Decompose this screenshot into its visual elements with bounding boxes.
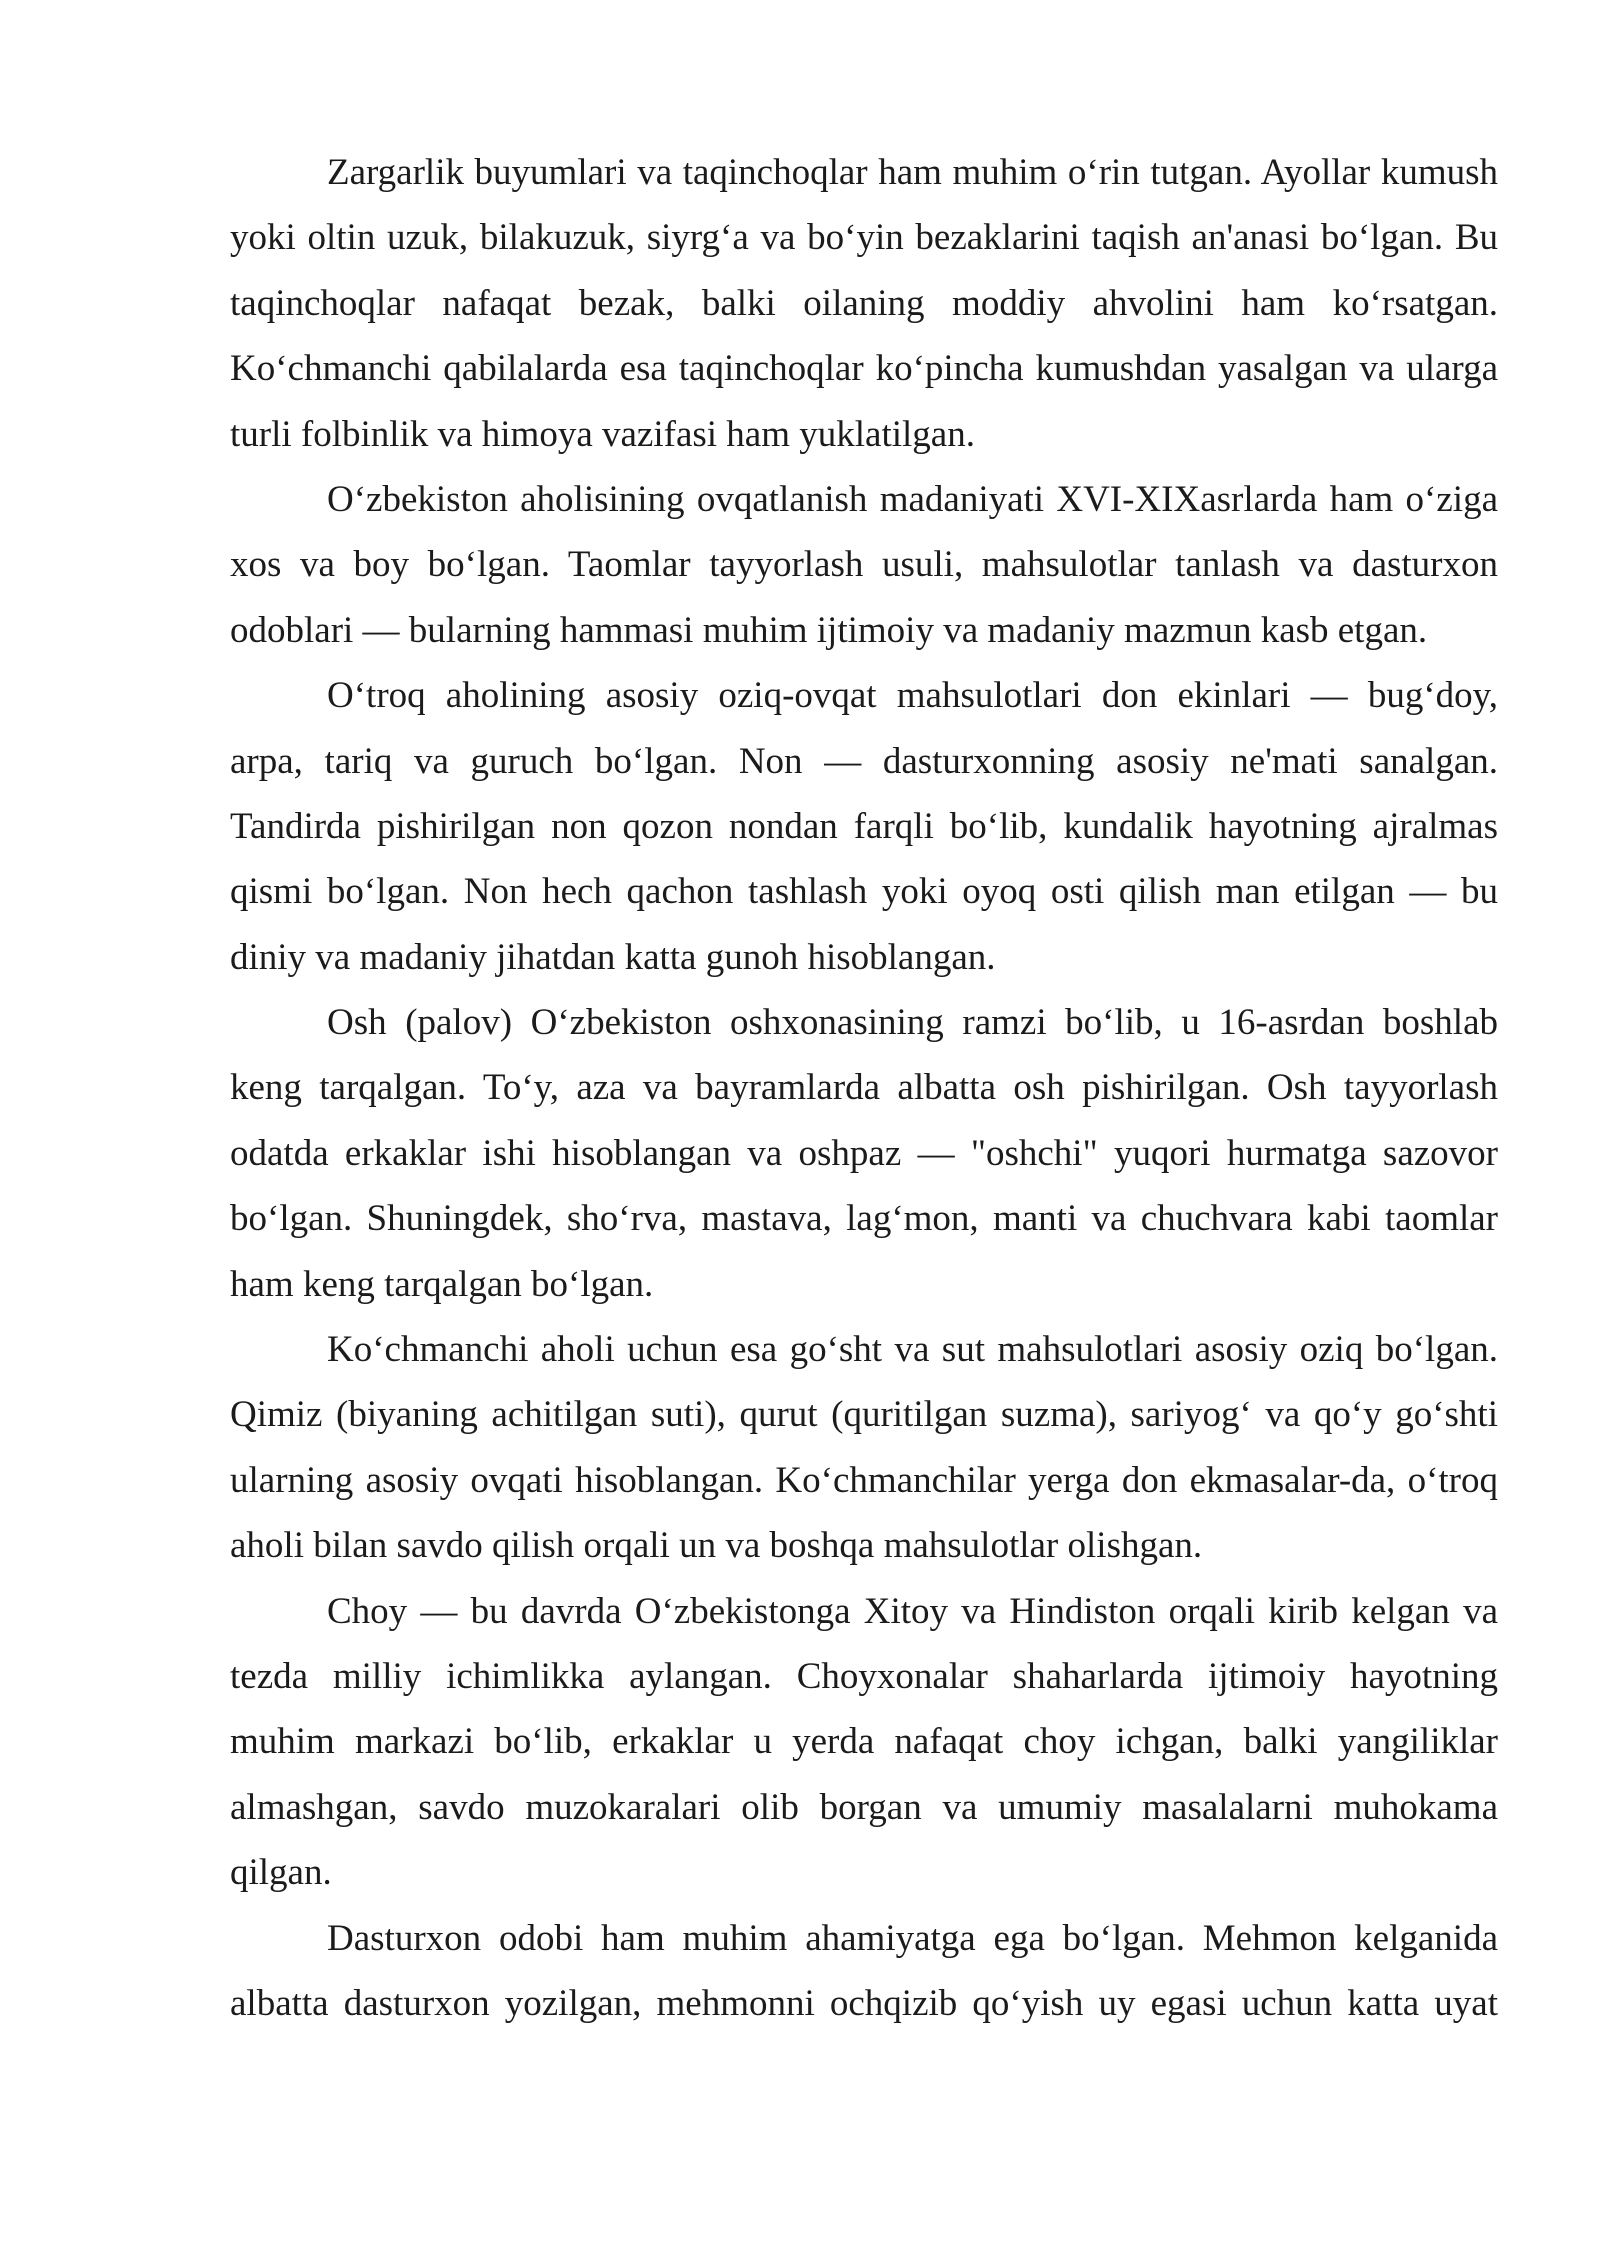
text-line: Ko‘chmanchi aholi uchun esa go‘sht va sut mahsulotlari asosiy oziq bo‘lgan.: [327, 1329, 1498, 1371]
text-line: O‘troq aholining asosiy oziq-ovqat mahsulotlari don ekinlari — bug‘doy,: [327, 675, 1498, 717]
text-line: tezda milliy ichimlikka aylangan. Choyxonalar shaharlarda ijtimoiy hayotning: [230, 1655, 1498, 1697]
text-line: albatta dasturxon yozilgan, mehmonni ochqizib qo‘yish uy egasi uchun katta uyat: [230, 1982, 1498, 2024]
paragraph: [230, 467, 1498, 663]
text-line: aholi bilan savdo qilish orqali un va boshqa mahsulotlar olishgan.: [230, 1525, 1203, 1567]
text-line: bo‘lgan. Shuningdek, sho‘rva, mastava, lag‘mon, manti va chuchvara kabi taomlar: [230, 1198, 1498, 1240]
text-line: yoki oltin uzuk, bilakuzuk, siyrg‘a va bo‘yin bezaklarini taqish an'anasi bo‘lgan. Bu: [230, 217, 1498, 259]
text-line: taqinchoqlar nafaqat bezak, balki oilaning moddiy ahvolini ham ko‘rsatgan.: [230, 282, 1498, 324]
text-line: muhim markazi bo‘lib, erkaklar u yerda nafaqat choy ichgan, balki yangiliklar: [230, 1721, 1498, 1763]
text-line: Zargarlik buyumlari va taqinchoqlar ham muhim o‘rin tutgan. Ayollar kumush: [327, 152, 1498, 193]
paragraph: [230, 1906, 1498, 2037]
paragraph: [230, 990, 1498, 1317]
text-line: qismi bo‘lgan. Non hech qachon tashlash yoki oyoq osti qilish man etilgan — bu: [230, 871, 1498, 913]
paragraph: [230, 1317, 1498, 1579]
text-line: xos va boy bo‘lgan. Taomlar tayyorlash usuli, mahsulotlar tanlash va dasturxon: [230, 544, 1498, 586]
text-line: Tandirda pishirilgan non qozon nondan farqli bo‘lib, kundalik hayotning ajralmas: [230, 805, 1498, 847]
text-line: O‘zbekiston aholisining ovqatlanish madaniyati XVI-XIXasrlarda ham o‘ziga: [327, 478, 1498, 520]
text-line: odatda erkaklar ishi hisoblangan va oshpaz — "oshchi" yuqori hurmatga sazovor: [230, 1132, 1498, 1174]
text-line: odoblari — bularning hammasi muhim ijtimoiy va madaniy mazmun kasb etgan.: [230, 609, 1428, 651]
text-line: diniy va madaniy jihatdan katta gunoh hisoblangan.: [230, 936, 996, 978]
paragraph: [230, 1579, 1498, 1906]
text-line: Dasturxon odobi ham muhim ahamiyatga ega bo‘lgan. Mehmon kelganida: [327, 1917, 1498, 1959]
text-line: arpa, tariq va guruch bo‘lgan. Non — dasturxonning asosiy ne'mati sanalgan.: [230, 740, 1498, 782]
text-line: Osh (palov) O‘zbekiston oshxonasining ramzi bo‘lib, u 16-asrdan boshlab: [327, 1002, 1498, 1044]
text-line: almashgan, savdo muzokaralari olib borgan va umumiy masalalarni muhokama: [230, 1786, 1498, 1828]
text-line: qilgan.: [230, 1852, 332, 1894]
paragraph: [230, 140, 1498, 467]
text-line: Ko‘chmanchi qabilalarda esa taqinchoqlar ko‘pincha kumushdan yasalgan va ularga: [230, 348, 1498, 390]
document-body: [230, 140, 1498, 2036]
text-line: ularning asosiy ovqati hisoblangan. Ko‘chmanchilar yerga don ekmasalar-da, o‘troq: [230, 1459, 1498, 1501]
text-line: Qimiz (biyaning achitilgan suti), qurut (quritilgan suzma), sariyog‘ va qo‘y go‘shti: [230, 1394, 1498, 1436]
paragraph: [230, 663, 1498, 990]
text-line: keng tarqalgan. To‘y, aza va bayramlarda albatta osh pishirilgan. Osh tayyorlash: [230, 1067, 1498, 1109]
text-line: ham keng tarqalgan bo‘lgan.: [230, 1263, 654, 1305]
text-line: turli folbinlik va himoya vazifasi ham yuklatilgan.: [230, 413, 975, 455]
text-line: Choy — bu davrda O‘zbekistonga Xitoy va Hindiston orqali kirib kelgan va: [327, 1590, 1498, 1632]
